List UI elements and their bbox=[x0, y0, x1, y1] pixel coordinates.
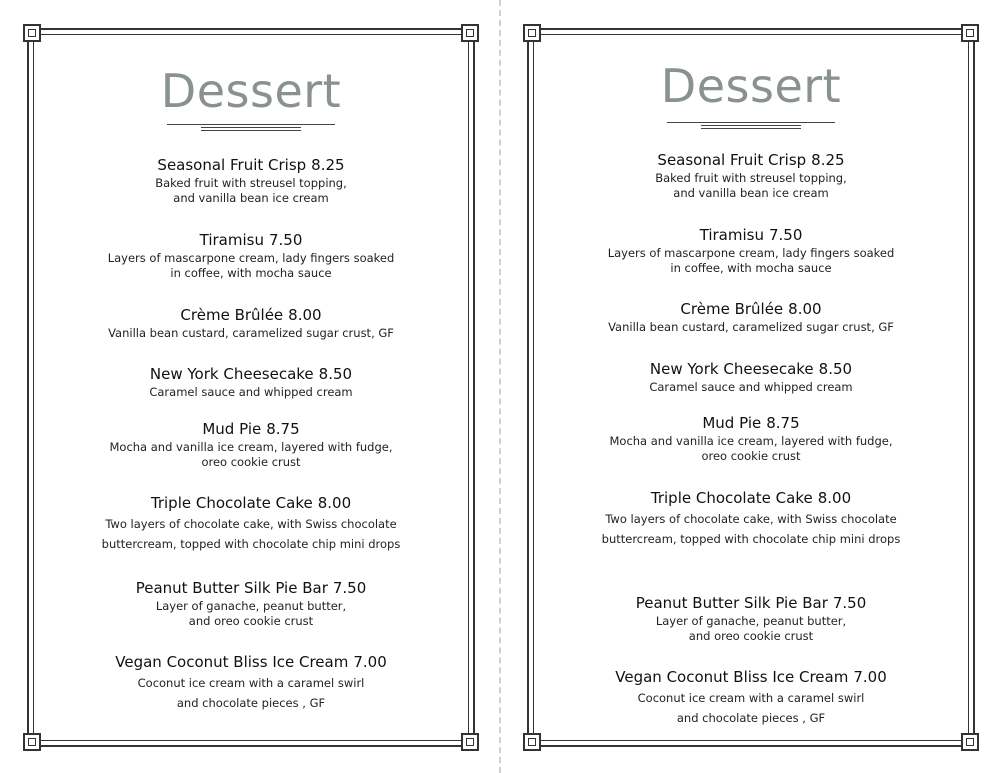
item-description: Layer of ganache, peanut butter, and oreo cookie crust bbox=[655, 614, 847, 643]
item-description: Vanilla bean custard, caramelized sugar crust, GF bbox=[108, 326, 394, 340]
menu-item bbox=[527, 359, 975, 395]
item-price: 7.50 bbox=[832, 594, 867, 612]
item-description: Mocha and vanilla ice cream, layered with fudge, oreo cookie crust bbox=[109, 440, 393, 469]
menu-item bbox=[527, 150, 975, 201]
corner-ornament bbox=[961, 733, 979, 751]
menu-item bbox=[527, 299, 975, 335]
item-price: 8.25 bbox=[811, 151, 845, 169]
item-description: Two layers of chocolate cake, with Swiss chocolate buttercream, topped with chocolate chip mini drops bbox=[101, 517, 401, 551]
item-description: Coconut ice cream with a caramel swirl and chocolate pieces , GF bbox=[137, 676, 365, 710]
menu-item bbox=[527, 488, 975, 549]
menu-item bbox=[27, 493, 475, 554]
item-price: 8.00 bbox=[788, 300, 822, 318]
item-description: Mocha and vanilla ice cream, layered with fudge, oreo cookie crust bbox=[609, 434, 893, 463]
menu-card-right bbox=[527, 28, 975, 747]
item-description: Caramel sauce and whipped cream bbox=[649, 380, 853, 394]
item-price: 7.00 bbox=[353, 653, 387, 671]
item-name: Vegan Coconut Bliss Ice Cream bbox=[115, 653, 349, 671]
item-price: 8.75 bbox=[766, 414, 800, 432]
fold-line bbox=[499, 0, 501, 773]
menu-title: Dessert bbox=[660, 59, 842, 113]
menu-item bbox=[27, 419, 475, 470]
item-price: 7.50 bbox=[768, 226, 803, 244]
item-name: Vegan Coconut Bliss Ice Cream bbox=[615, 668, 849, 686]
item-name: Mud Pie bbox=[702, 414, 762, 432]
item-name: Crème Brûlée bbox=[680, 300, 784, 318]
item-price: 8.25 bbox=[311, 156, 345, 174]
item-description: Layers of mascarpone cream, lady fingers soaked in coffee, with mocha sauce bbox=[607, 246, 895, 275]
corner-ornament bbox=[961, 24, 979, 42]
item-price: 8.00 bbox=[817, 489, 852, 507]
title-rule bbox=[167, 124, 335, 131]
item-price: 8.75 bbox=[266, 420, 300, 438]
item-description: Baked fruit with streusel topping, and vanilla bean ice cream bbox=[155, 176, 347, 205]
item-name: Tiramisu bbox=[199, 231, 264, 249]
title-rule bbox=[667, 122, 835, 129]
item-name: Triple Chocolate Cake bbox=[150, 494, 313, 512]
item-name: Peanut Butter Silk Pie Bar bbox=[135, 579, 328, 597]
menu-card-left bbox=[27, 28, 475, 747]
item-price: 7.00 bbox=[853, 668, 887, 686]
menu-item bbox=[527, 413, 975, 464]
item-name: Seasonal Fruit Crisp bbox=[157, 156, 307, 174]
corner-ornament bbox=[461, 733, 479, 751]
menu-item bbox=[27, 578, 475, 629]
menu-item bbox=[27, 305, 475, 341]
corner-ornament bbox=[523, 733, 541, 751]
item-description: Baked fruit with streusel topping, and vanilla bean ice cream bbox=[655, 171, 847, 200]
item-name: Peanut Butter Silk Pie Bar bbox=[635, 594, 828, 612]
item-name: Crème Brûlée bbox=[180, 306, 284, 324]
item-description: Caramel sauce and whipped cream bbox=[149, 385, 353, 399]
item-description: Layers of mascarpone cream, lady fingers soaked in coffee, with mocha sauce bbox=[107, 251, 395, 280]
menu-title: Dessert bbox=[160, 64, 342, 118]
menu-item bbox=[27, 155, 475, 206]
corner-ornament bbox=[523, 24, 541, 42]
item-price: 7.50 bbox=[268, 231, 303, 249]
item-name: Seasonal Fruit Crisp bbox=[657, 151, 807, 169]
item-name: New York Cheesecake bbox=[149, 365, 314, 383]
item-price: 8.00 bbox=[288, 306, 322, 324]
item-price: 7.50 bbox=[332, 579, 367, 597]
item-name: Triple Chocolate Cake bbox=[650, 489, 813, 507]
menu-item bbox=[527, 225, 975, 276]
item-name: Tiramisu bbox=[699, 226, 764, 244]
menu-item bbox=[27, 230, 475, 281]
item-description: Coconut ice cream with a caramel swirl and chocolate pieces , GF bbox=[637, 691, 865, 725]
item-description: Layer of ganache, peanut butter, and oreo cookie crust bbox=[155, 599, 347, 628]
item-description: Vanilla bean custard, caramelized sugar crust, GF bbox=[608, 320, 894, 334]
menu-item bbox=[27, 364, 475, 400]
corner-ornament bbox=[23, 24, 41, 42]
item-name: New York Cheesecake bbox=[649, 360, 814, 378]
item-price: 8.50 bbox=[818, 360, 853, 378]
item-description: Two layers of chocolate cake, with Swiss chocolate buttercream, topped with chocolate chip mini drops bbox=[601, 512, 901, 546]
corner-ornament bbox=[23, 733, 41, 751]
menu-item bbox=[527, 667, 975, 728]
item-price: 8.00 bbox=[317, 494, 352, 512]
menu-item bbox=[27, 652, 475, 713]
item-price: 8.50 bbox=[318, 365, 353, 383]
item-name: Mud Pie bbox=[202, 420, 262, 438]
corner-ornament bbox=[461, 24, 479, 42]
menu-item bbox=[527, 593, 975, 644]
